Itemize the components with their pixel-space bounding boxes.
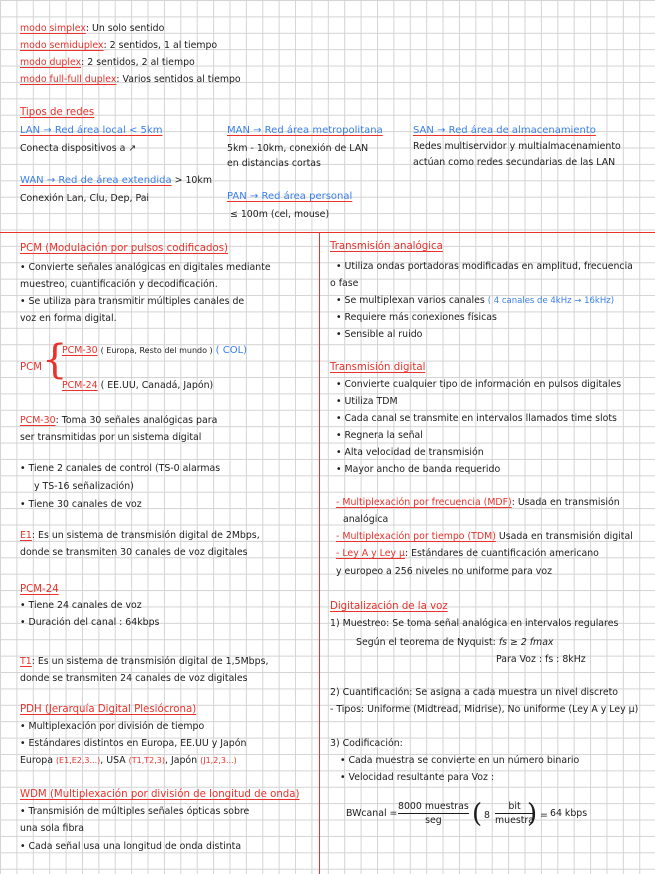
pcm30-bullet-2: • Tiene 30 canales de voz <box>20 499 142 510</box>
pcm24-bullet-2: • Duración del canal : 64kbps <box>20 617 160 628</box>
mode-desc: : 2 sentidos, 1 al tiempo <box>103 40 218 51</box>
analog-bullet-2-note: ( 4 canales de 4kHz → 16kHz) <box>487 296 615 306</box>
t1-def-2: donde se transmiten 24 canales de voz digitales <box>20 673 248 684</box>
mode-term: modo simplex <box>20 23 86 34</box>
e1-term: E1 <box>20 530 32 541</box>
mode-semiduplex <box>20 40 217 51</box>
e1-def-2: donde se transmiten 30 canales de voz digitales <box>20 547 248 558</box>
t1-def <box>20 656 268 667</box>
analog-bullet-1a: • Utiliza ondas portadoras modificadas en amplitud, frecuencia <box>336 261 633 272</box>
lan-heading: LAN → Red área local < 5km <box>20 125 163 136</box>
wan-range: > 10km <box>174 175 212 186</box>
analog-bullet-4: • Sensible al ruido <box>336 329 423 340</box>
pcm-bullet-1b: muestreo, cuantificación y decodificación. <box>20 279 218 290</box>
digital-bullet-4: • Regnera la señal <box>336 430 423 441</box>
step-1-nyquist <box>356 637 553 648</box>
pcm-24-term: PCM-24 <box>62 380 98 391</box>
mode-term: modo semiduplex <box>20 40 104 51</box>
pdh-bullet-2: • Estándares distintos en Europa, EE.UU y Japón <box>20 738 247 749</box>
mode-desc: : Varios sentidos al tiempo <box>116 74 241 85</box>
pcm-bullet-1a: • Convierte señales analógicas en digitales mediante <box>20 262 271 273</box>
pcm-30-term: PCM-30 <box>62 345 98 356</box>
pcm30-bullet-1a: • Tiene 2 canales de control (TS-0 alarmas <box>20 463 221 474</box>
vertical-divider <box>319 233 320 874</box>
pcm-30-code: ( COL) <box>215 345 248 356</box>
pcm-bullet-2b: voz en forma digital. <box>20 313 117 324</box>
ley-def <box>336 548 599 559</box>
digital-title: Transmisión digital <box>330 362 426 373</box>
fraction-samples-den: seg <box>425 815 442 826</box>
fraction-samples <box>398 801 469 826</box>
pcm24-title: PCM-24 <box>20 584 59 595</box>
ley-term: - Ley A y Ley μ <box>336 548 405 559</box>
equals-sign: = <box>540 810 548 821</box>
t1-term: T1 <box>20 656 32 667</box>
pcm30-def <box>20 415 217 426</box>
mdf-def-2: analógica <box>343 514 389 525</box>
e1-def <box>20 530 260 541</box>
pcm-30-line <box>62 345 247 356</box>
pcm30-def-2: ser transmitidas por un sistema digital <box>20 432 202 443</box>
pan-desc: ≤ 100m (cel, mouse) <box>230 209 330 220</box>
step-3: 3) Codificación: <box>330 738 403 749</box>
mode-desc: : 2 sentidos, 2 al tiempo <box>81 57 195 68</box>
digitalizacion-title: Digitalización de la voz <box>330 601 448 612</box>
wan-heading-text: WAN → Red de área extendida <box>20 175 172 186</box>
mdf-term: - Multiplexación por frecuencia (MDF) <box>336 497 512 508</box>
analog-title: Transmisión analógica <box>330 241 443 252</box>
pcm-title: PCM (Modulación por pulsos codificados) <box>20 243 228 254</box>
mode-term: modo full-full duplex <box>20 74 117 85</box>
analog-bullet-2 <box>336 295 614 307</box>
region-europa: Europa <box>20 755 53 766</box>
pcm30-desc: : Toma 30 señales analógicas para <box>55 415 218 426</box>
tdm-def <box>336 531 633 542</box>
step-1-fs: Para Voz : fs : 8kHz <box>496 654 586 665</box>
region-japon: , Japón <box>165 755 198 766</box>
left-paren: ( <box>472 799 483 829</box>
san-heading: SAN → Red área de almacenamiento <box>413 125 596 136</box>
pcm-24-line <box>62 380 213 391</box>
pdh-regions <box>20 755 237 766</box>
mode-term: modo duplex <box>20 57 82 68</box>
pdh-bullet-1: • Multiplexación por división de tiempo <box>20 721 205 732</box>
step-3-bullet-1: • Cada muestra se convierte en un número binario <box>340 755 580 766</box>
wan-desc: Conexión Lan, Clu, Dep, Pai <box>20 193 150 204</box>
analog-bullet-2-text: • Se multiplexan varios canales <box>336 295 485 306</box>
step-3-bullet-2: • Velocidad resultante para Voz : <box>340 772 495 783</box>
t1-desc: : Es un sistema de transmisión digital de 1,5Mbps, <box>31 656 269 667</box>
wan-heading <box>20 175 212 186</box>
san-desc-1: Redes multiservidor y multialmacenamiento <box>413 141 621 152</box>
mdf-def <box>336 497 620 508</box>
pan-heading: PAN → Red área personal <box>227 191 353 202</box>
tdm-term: - Multiplexación por tiempo (TDM) <box>336 531 496 542</box>
digital-bullet-1: • Convierte cualquier tipo de información en pulsos digitales <box>336 379 622 390</box>
lan-desc <box>20 143 136 154</box>
tdm-desc: Usada en transmisión digital <box>495 531 633 542</box>
fraction-bits-num: bit <box>508 801 521 812</box>
ley-desc: : Estándares de cuantificación americano <box>404 548 599 559</box>
mdf-desc: : Usada en transmisión <box>511 497 620 508</box>
man-heading: MAN → Red área metropolitana <box>227 125 383 136</box>
man-desc-1: 5km - 10km, conexión de LAN <box>227 143 369 154</box>
step-2: 2) Cuantificación: Se asigna a cada muestra un nivel discreto <box>330 687 619 698</box>
digital-bullet-2: • Utiliza TDM <box>336 396 398 407</box>
ley-def-2: y europeo a 256 niveles no uniforme para voz <box>336 566 552 577</box>
brace-icon: { <box>42 337 68 383</box>
pcm30-term: PCM-30 <box>20 415 56 426</box>
tipos-title: Tipos de redes <box>20 107 95 118</box>
mode-simplex <box>20 23 164 34</box>
bit-count: 8 <box>484 810 490 821</box>
pdh-title: PDH (Jerarquía Digital Plesiócrona) <box>20 704 197 715</box>
digital-bullet-5: • Alta velocidad de transmisión <box>336 447 484 458</box>
nyquist-text: Según el teorema de Nyquist: <box>356 637 496 648</box>
lan-desc-text: Conecta dispositivos a <box>20 143 126 154</box>
nyquist-formula: fs ≥ 2 fmax <box>498 637 554 648</box>
fraction-samples-num: 8000 muestras <box>398 801 469 812</box>
mode-full-duplex <box>20 74 241 85</box>
digital-bullet-6: • Mayor ancho de banda requerido <box>336 464 501 475</box>
region-europa-codes: (E1,E2,3...) <box>55 756 101 765</box>
fraction-bar <box>398 813 469 814</box>
man-desc-2: en distancias cortas <box>227 158 321 169</box>
region-japon-codes: (J1,2,3...) <box>200 756 237 765</box>
fraction-bits-den: muestra <box>495 815 535 826</box>
bw-label: BWcanal = <box>346 808 398 819</box>
analog-bullet-3: • Requiere más conexiones físicas <box>336 312 497 323</box>
arrow-icon: ↗ <box>128 143 137 154</box>
wdm-title: WDM (Multiplexación por división de longitud de onda) <box>20 789 300 800</box>
wdm-bullet-2: • Cada señal usa una longitud de onda distinta <box>20 841 242 852</box>
e1-desc: : Es un sistema de transmisión digital de 2Mbps, <box>31 530 260 541</box>
step-2-types: - Tipos: Uniforme (Midtread, Midrise), No uniforme (Ley A y Ley μ) <box>330 704 639 715</box>
mode-duplex <box>20 57 195 68</box>
mode-desc: : Un solo sentido <box>85 23 165 34</box>
bw-result: 64 kbps <box>550 808 588 819</box>
analog-bullet-1b: o fase <box>330 278 359 289</box>
region-usa: , USA <box>100 755 126 766</box>
pcm-24-note: ( EE.UU, Canadá, Japón) <box>100 380 214 391</box>
digital-bullet-3: • Cada canal se transmite en intervalos llamados time slots <box>336 413 617 424</box>
pcm-label: PCM <box>20 362 43 373</box>
horizontal-divider <box>0 232 655 233</box>
pcm-bullet-2a: • Se utiliza para transmitir múltiples canales de <box>20 296 245 307</box>
san-desc-2: actúan como redes secundarias de las LAN <box>413 157 616 168</box>
pcm24-bullet-1: • Tiene 24 canales de voz <box>20 600 142 611</box>
wdm-bullet-1a: • Transmisión de múltiples señales ópticas sobre <box>20 806 250 817</box>
right-paren: ) <box>527 799 538 829</box>
region-usa-codes: (T1,T2,3) <box>128 756 166 765</box>
pcm30-bullet-1b: y TS-16 señalización) <box>34 481 134 492</box>
step-1: 1) Muestreo: Se toma señal analógica en intervalos regulares <box>330 618 619 629</box>
pcm-30-note: ( Europa, Resto del mundo ) <box>100 346 213 355</box>
wdm-bullet-1b: una sola fibra <box>20 823 85 834</box>
